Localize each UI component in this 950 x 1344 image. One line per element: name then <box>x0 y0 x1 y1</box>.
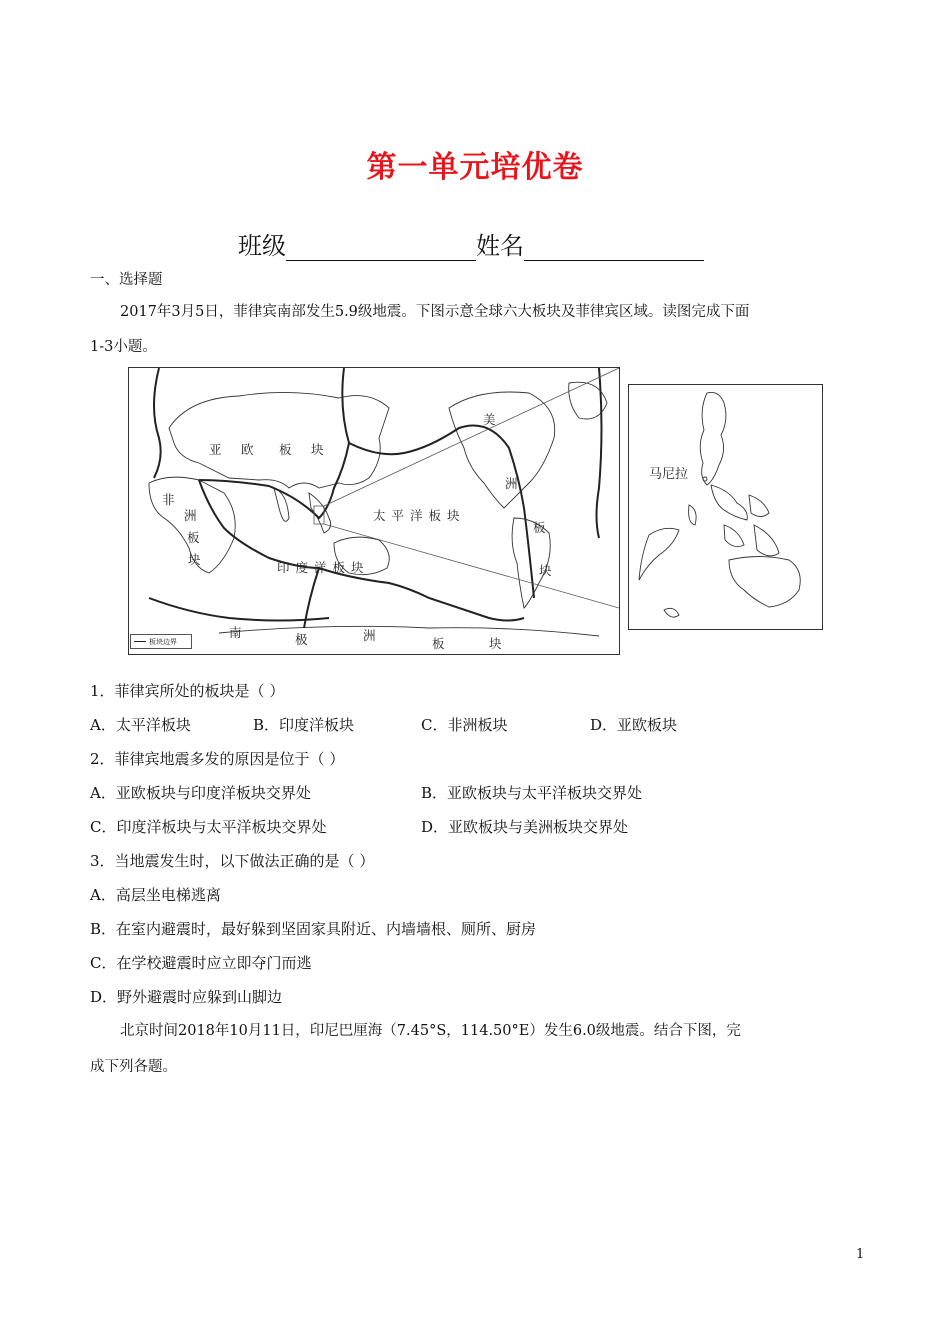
legend-line-icon <box>134 641 146 642</box>
class-blank[interactable] <box>286 236 476 261</box>
q3-option-c[interactable]: C．在学校避震时应立即夺门而逃 <box>90 954 312 972</box>
name-label: 姓名 <box>476 232 524 260</box>
label-antarctic-1: 南 <box>229 625 242 640</box>
philippines-drawing <box>629 385 822 629</box>
q1-option-d[interactable]: D．亚欧板块 <box>590 716 678 734</box>
label-african-4: 块 <box>188 552 201 567</box>
label-pacific: 太平洋板块 <box>373 508 466 523</box>
q2-stem: 2．菲律宾地震多发的原因是位于（ ） <box>90 750 345 768</box>
q3-stem: 3．当地震发生时，以下做法正确的是（ ） <box>90 852 375 870</box>
legend-text: 板块边界 <box>149 637 177 646</box>
intro-1-line-2: 1-3小题。 <box>90 339 157 355</box>
student-info-line <box>238 226 704 261</box>
label-eurasian-2: 欧 <box>241 442 254 457</box>
label-american-4: 块 <box>539 563 552 578</box>
intro-2-line-1: 北京时间2018年10月11日，印尼巴厘海（7.45°S，114.50°E）发生6.0级地震。结合下图，完 <box>120 1023 741 1039</box>
label-eurasian-1: 亚 <box>209 442 222 457</box>
label-eurasian-4: 块 <box>311 442 324 457</box>
q1-stem: 1．菲律宾所处的板块是（ ） <box>90 682 285 700</box>
label-american-1: 美 <box>483 412 496 427</box>
label-antarctic-4: 板 <box>432 636 445 651</box>
label-antarctic-3: 洲 <box>363 628 376 643</box>
class-label: 班级 <box>238 232 286 260</box>
philippines-inset-map <box>628 384 823 630</box>
manila-label: 马尼拉 <box>649 467 689 482</box>
label-eurasian-3: 板 <box>279 442 292 457</box>
page-number: 1 <box>856 1247 865 1262</box>
section-heading: 一、选择题 <box>90 272 163 288</box>
label-american-3: 板 <box>533 520 546 535</box>
q3-option-d[interactable]: D．野外避震时应躲到山脚边 <box>90 988 283 1006</box>
q1-option-b[interactable]: B．印度洋板块 <box>253 716 355 734</box>
label-african-2: 洲 <box>184 508 197 523</box>
label-african-3: 板 <box>187 530 200 545</box>
intro-2-line-2: 成下列各题。 <box>90 1059 177 1075</box>
q1-option-c[interactable]: C．非洲板块 <box>421 716 508 734</box>
intro-1-line-1: 2017年3月5日，菲律宾南部发生5.9级地震。下图示意全球六大板块及菲律宾区域。读图完成下面 <box>120 304 750 320</box>
q2-option-a[interactable]: A．亚欧板块与印度洋板块交界处 <box>90 784 311 802</box>
q3-option-a[interactable]: A．高层坐电梯逃离 <box>90 886 221 904</box>
q3-option-b[interactable]: B．在室内避震时，最好躲到坚固家具附近、内墙墙根、厕所、厨房 <box>90 920 537 938</box>
world-plate-map <box>128 367 620 655</box>
name-blank[interactable] <box>524 236 704 261</box>
label-american-2: 洲 <box>505 476 518 491</box>
q1-option-a[interactable]: A．太平洋板块 <box>90 716 191 734</box>
q2-option-c[interactable]: C．印度洋板块与太平洋板块交界处 <box>90 818 327 836</box>
q2-option-b[interactable]: B．亚欧板块与太平洋板块交界处 <box>421 784 643 802</box>
map-legend <box>130 634 192 649</box>
label-antarctic-2: 极 <box>295 632 308 647</box>
page-title: 第一单元培优卷 <box>366 150 584 185</box>
q2-option-d[interactable]: D．亚欧板块与美洲板块交界处 <box>421 818 629 836</box>
label-african-1: 非 <box>162 492 175 507</box>
label-antarctic-5: 块 <box>489 636 502 651</box>
label-indian: 印度洋板块 <box>277 560 370 575</box>
